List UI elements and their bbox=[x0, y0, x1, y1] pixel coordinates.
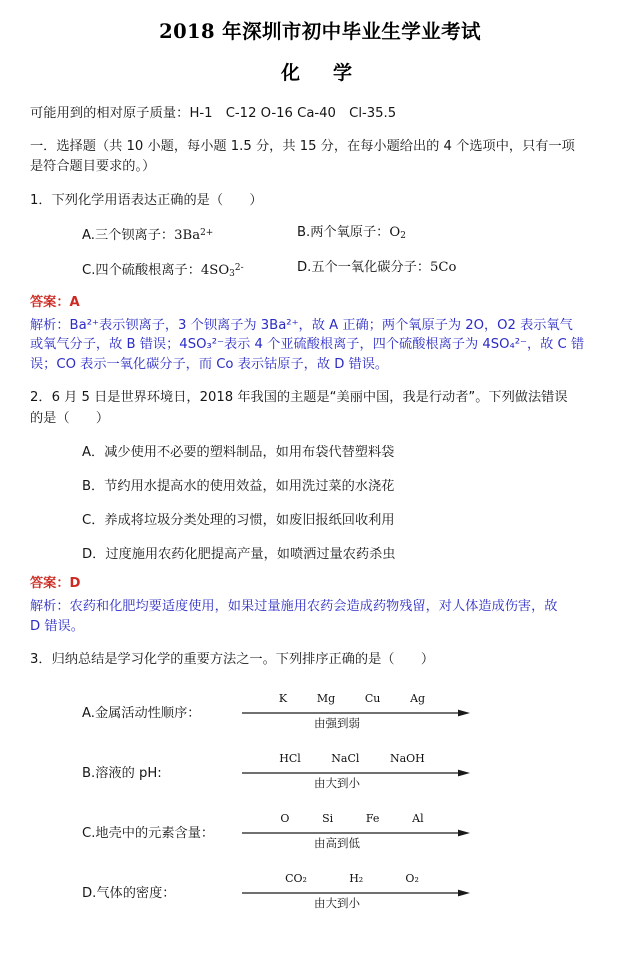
atomic-mass-values: H-1 C-12 O-16 Ca-40 Cl-35.5 bbox=[189, 106, 397, 121]
arrow-terms-c bbox=[264, 812, 440, 825]
question-1-options-row-2 bbox=[30, 246, 610, 284]
arrow-term: O bbox=[280, 812, 290, 826]
analysis-line: 误；CO 表示一氧化碳分子，而 Co 表示钴原子，故 D 错误。 bbox=[30, 356, 389, 372]
question-3-option-d[interactable] bbox=[30, 850, 610, 910]
question-2-option-a[interactable]: A．减少使用不必要的塑料制品，如用布袋代替塑料袋 bbox=[82, 445, 395, 461]
section-instructions bbox=[30, 121, 610, 177]
question-1-option-a[interactable] bbox=[82, 223, 297, 246]
option-d-label: D.五个一氧化碳分子： bbox=[297, 259, 431, 275]
question-2-analysis bbox=[30, 594, 610, 636]
arrow-term: Ag bbox=[410, 692, 426, 706]
arrow-description-d: 由大到小 bbox=[314, 896, 360, 911]
option-c-formula: $4SO_3^{2-}$ bbox=[200, 262, 244, 279]
arrow-terms-a bbox=[264, 692, 440, 705]
option-c-label: C.地壳中的元素含量： bbox=[82, 825, 215, 841]
arrow-description-a: 由强到弱 bbox=[314, 716, 360, 731]
analysis-line: 解析：农药和化肥均要适度使用，如果过量施用农药会造成药物残留，对人体造成伤害，故 bbox=[30, 599, 558, 615]
option-a-formula: $3Ba^{2+}$ bbox=[174, 227, 214, 243]
option-d-label: D.气体的密度： bbox=[82, 885, 176, 901]
arrow-term: CO₂ bbox=[285, 872, 307, 886]
arrow-description-c: 由高到低 bbox=[314, 836, 360, 851]
arrow-terms-d bbox=[264, 872, 440, 885]
arrow-diagram-b bbox=[242, 752, 470, 790]
arrow-term: Cu bbox=[364, 692, 381, 706]
arrow-term: O₂ bbox=[405, 872, 419, 886]
option-a-label: A.金属活动性顺序： bbox=[82, 705, 201, 721]
page-subtitle: 化 学 bbox=[280, 62, 359, 84]
section-instructions-line-2: 是符合题目要求的。） bbox=[30, 159, 156, 174]
arrow-diagram-a bbox=[242, 692, 470, 730]
arrow-term: HCl bbox=[279, 752, 301, 766]
arrow-term: H₂ bbox=[349, 872, 364, 886]
option-c-label: C.四个硫酸根离子： bbox=[82, 262, 201, 278]
question-1-option-b[interactable] bbox=[297, 223, 610, 246]
question-2-option-c[interactable]: C．养成将垃圾分类处理的习惯，如废旧报纸回收利用 bbox=[82, 513, 395, 529]
arrow-term: NaCl bbox=[331, 752, 360, 766]
arrow-term: Al bbox=[412, 812, 424, 826]
question-1-answer: 答案：A bbox=[30, 294, 80, 310]
analysis-line: 或氧气分子，故 B 错误；4SO₃²⁻表示 4 个亚硫酸根离子，四个硫酸根离子为 4SO₄²⁻，故 C 错 bbox=[30, 337, 585, 353]
atomic-mass-label: 可能用到的相对原子质量： bbox=[30, 106, 190, 121]
question-2-options bbox=[30, 429, 610, 565]
question-1-options-row-1 bbox=[30, 211, 610, 246]
arrow-diagram-c bbox=[242, 812, 470, 850]
question-3-option-b[interactable] bbox=[30, 730, 610, 790]
question-2-answer: 答案：D bbox=[30, 576, 81, 592]
question-2-option-b[interactable]: B．节约用水提高水的使用效益，如用洗过菜的水浇花 bbox=[82, 479, 395, 495]
analysis-line: 解析：Ba²⁺表示钡离子，3 个钡离子为 3Ba²⁺，故 A 正确；两个氧原子为 2O，O2 表示氧气 bbox=[30, 317, 573, 333]
option-b-formula: $O_2$ bbox=[389, 225, 406, 241]
option-a-label: A.三个钡离子： bbox=[82, 227, 175, 243]
arrow-term: Si bbox=[322, 812, 334, 826]
question-1-analysis bbox=[30, 313, 610, 375]
arrow-term: NaOH bbox=[389, 752, 425, 766]
question-3-option-a[interactable] bbox=[30, 670, 610, 730]
arrow-diagram-d bbox=[242, 872, 470, 910]
arrow-term: Mg bbox=[316, 692, 336, 706]
question-2-stem-line-2: 的是（ ） bbox=[30, 411, 110, 427]
arrow-terms-b bbox=[264, 752, 440, 765]
atomic-mass-line bbox=[30, 85, 610, 121]
arrow-term: Fe bbox=[365, 812, 380, 826]
arrow-description-b: 由大到小 bbox=[314, 776, 360, 791]
option-b-label: B.溶液的 pH: bbox=[82, 765, 162, 781]
arrow-term: K bbox=[278, 692, 288, 706]
question-1-option-d[interactable] bbox=[297, 258, 610, 284]
question-2-option-d[interactable]: D．过度施用农药化肥提高产量，如喷洒过量农药杀虫 bbox=[82, 547, 396, 563]
analysis-line: D 错误。 bbox=[30, 618, 84, 634]
question-1-stem: 1．下列化学用语表达正确的是（ ） bbox=[30, 193, 263, 208]
question-3-option-c[interactable] bbox=[30, 790, 610, 850]
page-title: 2018 年深圳市初中毕业生学业考试 bbox=[159, 20, 481, 43]
question-1-option-c[interactable] bbox=[82, 258, 297, 284]
option-b-label: B.两个氧原子： bbox=[297, 225, 390, 240]
question-2-stem bbox=[30, 374, 610, 429]
question-3-stem: 3．归纳总结是学习化学的重要方法之一。下列排序正确的是（ ） bbox=[30, 652, 435, 668]
question-2-stem-line-1: 2．6 月 5 日是世界环境日，2018 年我国的主题是“美丽中国，我是行动者”。下列做法错误 bbox=[30, 390, 568, 406]
section-instructions-line-1: 一．选择题（共 10 小题，每小题 1.5 分，共 15 分，在每小题给出的 4 个选项中，只有一项 bbox=[30, 139, 575, 154]
option-d-formula: 5Co bbox=[430, 259, 457, 275]
